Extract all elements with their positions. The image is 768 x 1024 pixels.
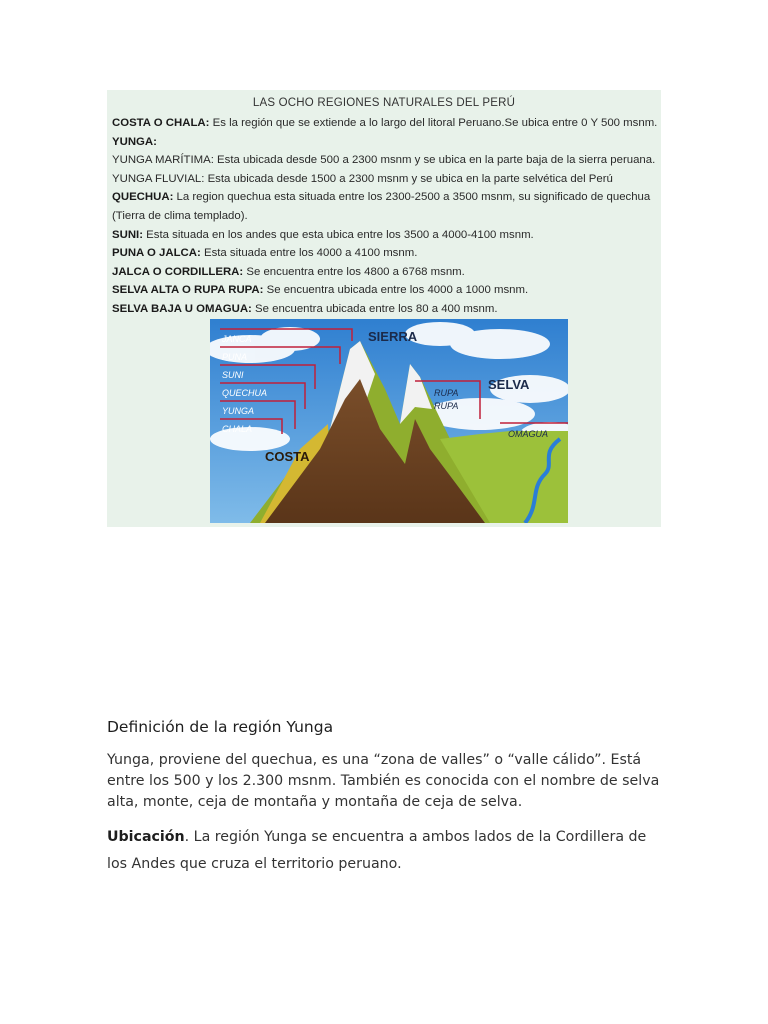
label-sierra: SIERRA	[368, 329, 418, 344]
label-yunga: YUNGA	[222, 406, 255, 416]
region-line-bold: COSTA O CHALA:	[112, 117, 210, 129]
region-line-bold: PUNA O JALCA:	[112, 247, 201, 260]
location-paragraph	[107, 824, 667, 878]
mountain-regions-diagram	[210, 319, 568, 523]
region-line	[112, 188, 660, 207]
infobox-title: LAS OCHO REGIONES NATURALES DEL PERÚ	[252, 97, 516, 109]
region-line-bold: QUECHUA:	[112, 191, 174, 204]
region-line-bold: SUNI:	[112, 228, 144, 241]
region-line-text: Se encuentra ubicada entre los 4000 a 1000 msnm.	[263, 284, 529, 297]
region-line-bold: SELVA BAJA U OMAGUA:	[112, 302, 252, 315]
location-label: Ubicación	[107, 829, 185, 845]
region-line-bold: JALCA O CORDILLERA:	[112, 265, 244, 278]
label-suni: SUNI	[222, 370, 244, 380]
label-quechua: QUECHUA	[222, 388, 268, 398]
region-line-text: Esta situada en los andes que esta ubica entre los 3500 a 4000-4100 msnm.	[143, 228, 534, 241]
region-line	[112, 114, 660, 133]
region-line	[112, 207, 660, 226]
region-line	[112, 300, 660, 319]
region-line-text: (Tierra de clima templado).	[112, 209, 248, 222]
region-line	[112, 244, 660, 263]
region-line-text: YUNGA MARÍTIMA: Esta ubicada desde 500 a 2300 msnm y se ubica en la parte baja de la sierra peruana.	[112, 154, 656, 167]
region-line-bold: SELVA ALTA O RUPA RUPA:	[112, 284, 264, 297]
region-line-text: Es la región que se extiende a lo largo del litoral Peruano.Se ubica entre 0 Y 500 msnm.	[209, 117, 658, 129]
section-heading: Definición de la región Yunga	[107, 718, 334, 736]
region-line	[112, 263, 660, 282]
label-puna: PUNA	[222, 352, 248, 362]
region-line-text: YUNGA FLUVIAL: Esta ubicada desde 1500 a 2300 msnm y se ubica en la parte selvética del Perú	[112, 172, 613, 185]
definition-paragraph: Yunga, proviene del quechua, es una “zona de valles” o “valle cálido”. Está entre los 500 y los 2.300 msnm. También es conocida con el nombre de selva alta, monte, ceja de montaña y montaña de ceja de selva.	[107, 752, 660, 810]
region-line	[112, 133, 660, 152]
region-line	[112, 226, 660, 245]
region-line-text: Se encuentra ubicada entre los 80 a 400 msnm.	[251, 302, 498, 315]
mountain-illustration	[210, 319, 568, 523]
label-rupa-2: RUPA	[434, 401, 459, 411]
region-line	[112, 281, 660, 300]
region-line-bold: YUNGA:	[112, 135, 157, 148]
region-line-text: Se encuentra entre los 4800 a 6768 msnm.	[243, 265, 465, 278]
label-omagua: OMAGUA	[508, 429, 549, 439]
label-rupa-1: RUPA	[434, 388, 459, 398]
region-line-text: Esta situada entre los 4000 a 4100 msnm.	[200, 247, 418, 260]
label-selva: SELVA	[488, 377, 530, 392]
label-costa: COSTA	[265, 449, 310, 464]
infobox-lines	[112, 114, 660, 319]
location-text: . La región Yunga se encuentra a ambos lados de la Cordillera de los Andes que cruza el territorio peruano.	[107, 829, 647, 872]
region-line	[112, 151, 660, 170]
label-chala: CHALA	[222, 424, 253, 434]
label-janca: JANCA	[222, 334, 252, 344]
region-line	[112, 170, 660, 189]
region-line-text: La region quechua esta situada entre los 2300-2500 a 3500 msnm, su significado de quechua	[173, 191, 651, 204]
